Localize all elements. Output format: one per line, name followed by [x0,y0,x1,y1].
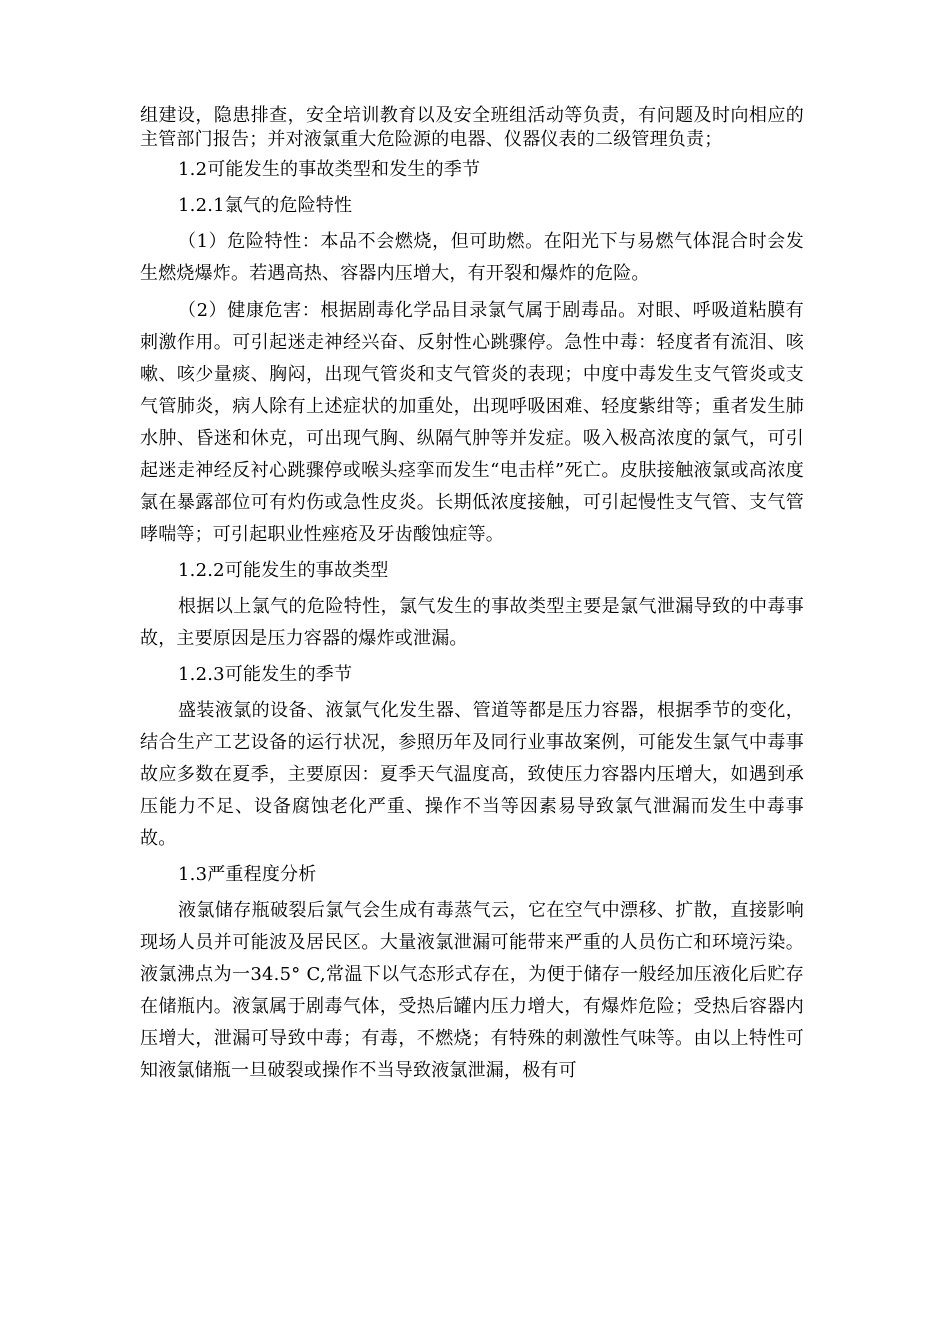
paragraph-management-duty: 组建设，隐患排查，安全培训教育以及安全班组活动等负责，有问题及时向相应的主管部门报告；并对液氯重大危险源的电器、仪器仪表的二级管理负责； [140,105,804,150]
paragraph-severity-analysis: 液氯储存瓶破裂后氯气会生成有毒蒸气云，它在空气中漂移、扩散，直接影响现场人员并可能波及居民区。大量液氯泄漏可能带来严重的人员伤亡和环境污染。液氯沸点为一34.5° C,常温下以气态形式存在，为便于储存一般经加压液化后贮存在储瓶内。液氯属于剧毒气体，受热后罐内压力增大，有爆炸危险；受热后容器内压增大，泄漏可导致中毒；有毒，不燃烧；有特殊的刺激性气味等。由以上特性可知液氯储瓶一旦破裂或操作不当导致液氯泄漏，极有可 [140,900,804,1081]
paragraph-danger-characteristics: （1）危险特性：本品不会燃烧，但可助燃。在阳光下与易燃气体混合时会发生燃烧爆炸。若遇高热、容器内压增大，有开裂和爆炸的危险。 [140,231,804,284]
paragraph-health-hazard: （2）健康危害：根据剧毒化学品目录氯气属于剧毒品。对眼、呼吸道粘膜有刺激作用。可引起迷走神经兴奋、反射性心跳骤停。急性中毒：轻度者有流泪、咳嗽、咳少量痰、胸闷，出现气管炎和支气管炎的表现；中度中毒发生支气管炎或支气管肺炎，病人除有上述症状的加重处，出现呼吸困难、轻度紫绀等；重者发生肺水肿、昏迷和休克，可出现气胸、纵隔气肿等并发症。吸入极高浓度的氯气，可引起迷走神经反衬心跳骤停或喉头痉挛而发生“电击样”死亡。皮肤接触液氯或高浓度氯在暴露部位可有灼伤或急性皮炎。长期低浓度接触，可引起慢性支气管、支气管哮喘等；可引起职业性痤疮及牙齿酸蚀症等。 [140,300,804,545]
heading-1-2: 1.2可能发生的事故类型和发生的季节 [178,159,481,180]
heading-1-3: 1.3严重程度分析 [178,864,317,885]
heading-1-2-2: 1.2.2可能发生的事故类型 [178,560,389,581]
heading-1-2-1: 1.2.1氯气的危险特性 [178,195,353,216]
document-page [140,104,804,1087]
paragraph-accident-type: 根据以上氯气的危险特性，氯气发生的事故类型主要是氯气泄漏导致的中毒事故，主要原因是压力容器的爆炸或泄漏。 [140,596,804,649]
heading-1-2-3: 1.2.3可能发生的季节 [178,664,353,685]
paragraph-season: 盛装液氯的设备、液氯气化发生器、管道等都是压力容器，根据季节的变化，结合生产工艺设备的运行状况，参照历年及同行业事故案例，可能发生氯气中毒事故应多数在夏季，主要原因：夏季天气温度高，致使压力容器内压增大，如遇到承压能力不足、设备腐蚀老化严重、操作不当等因素易导致氯气泄漏而发生中毒事故。 [140,700,804,849]
